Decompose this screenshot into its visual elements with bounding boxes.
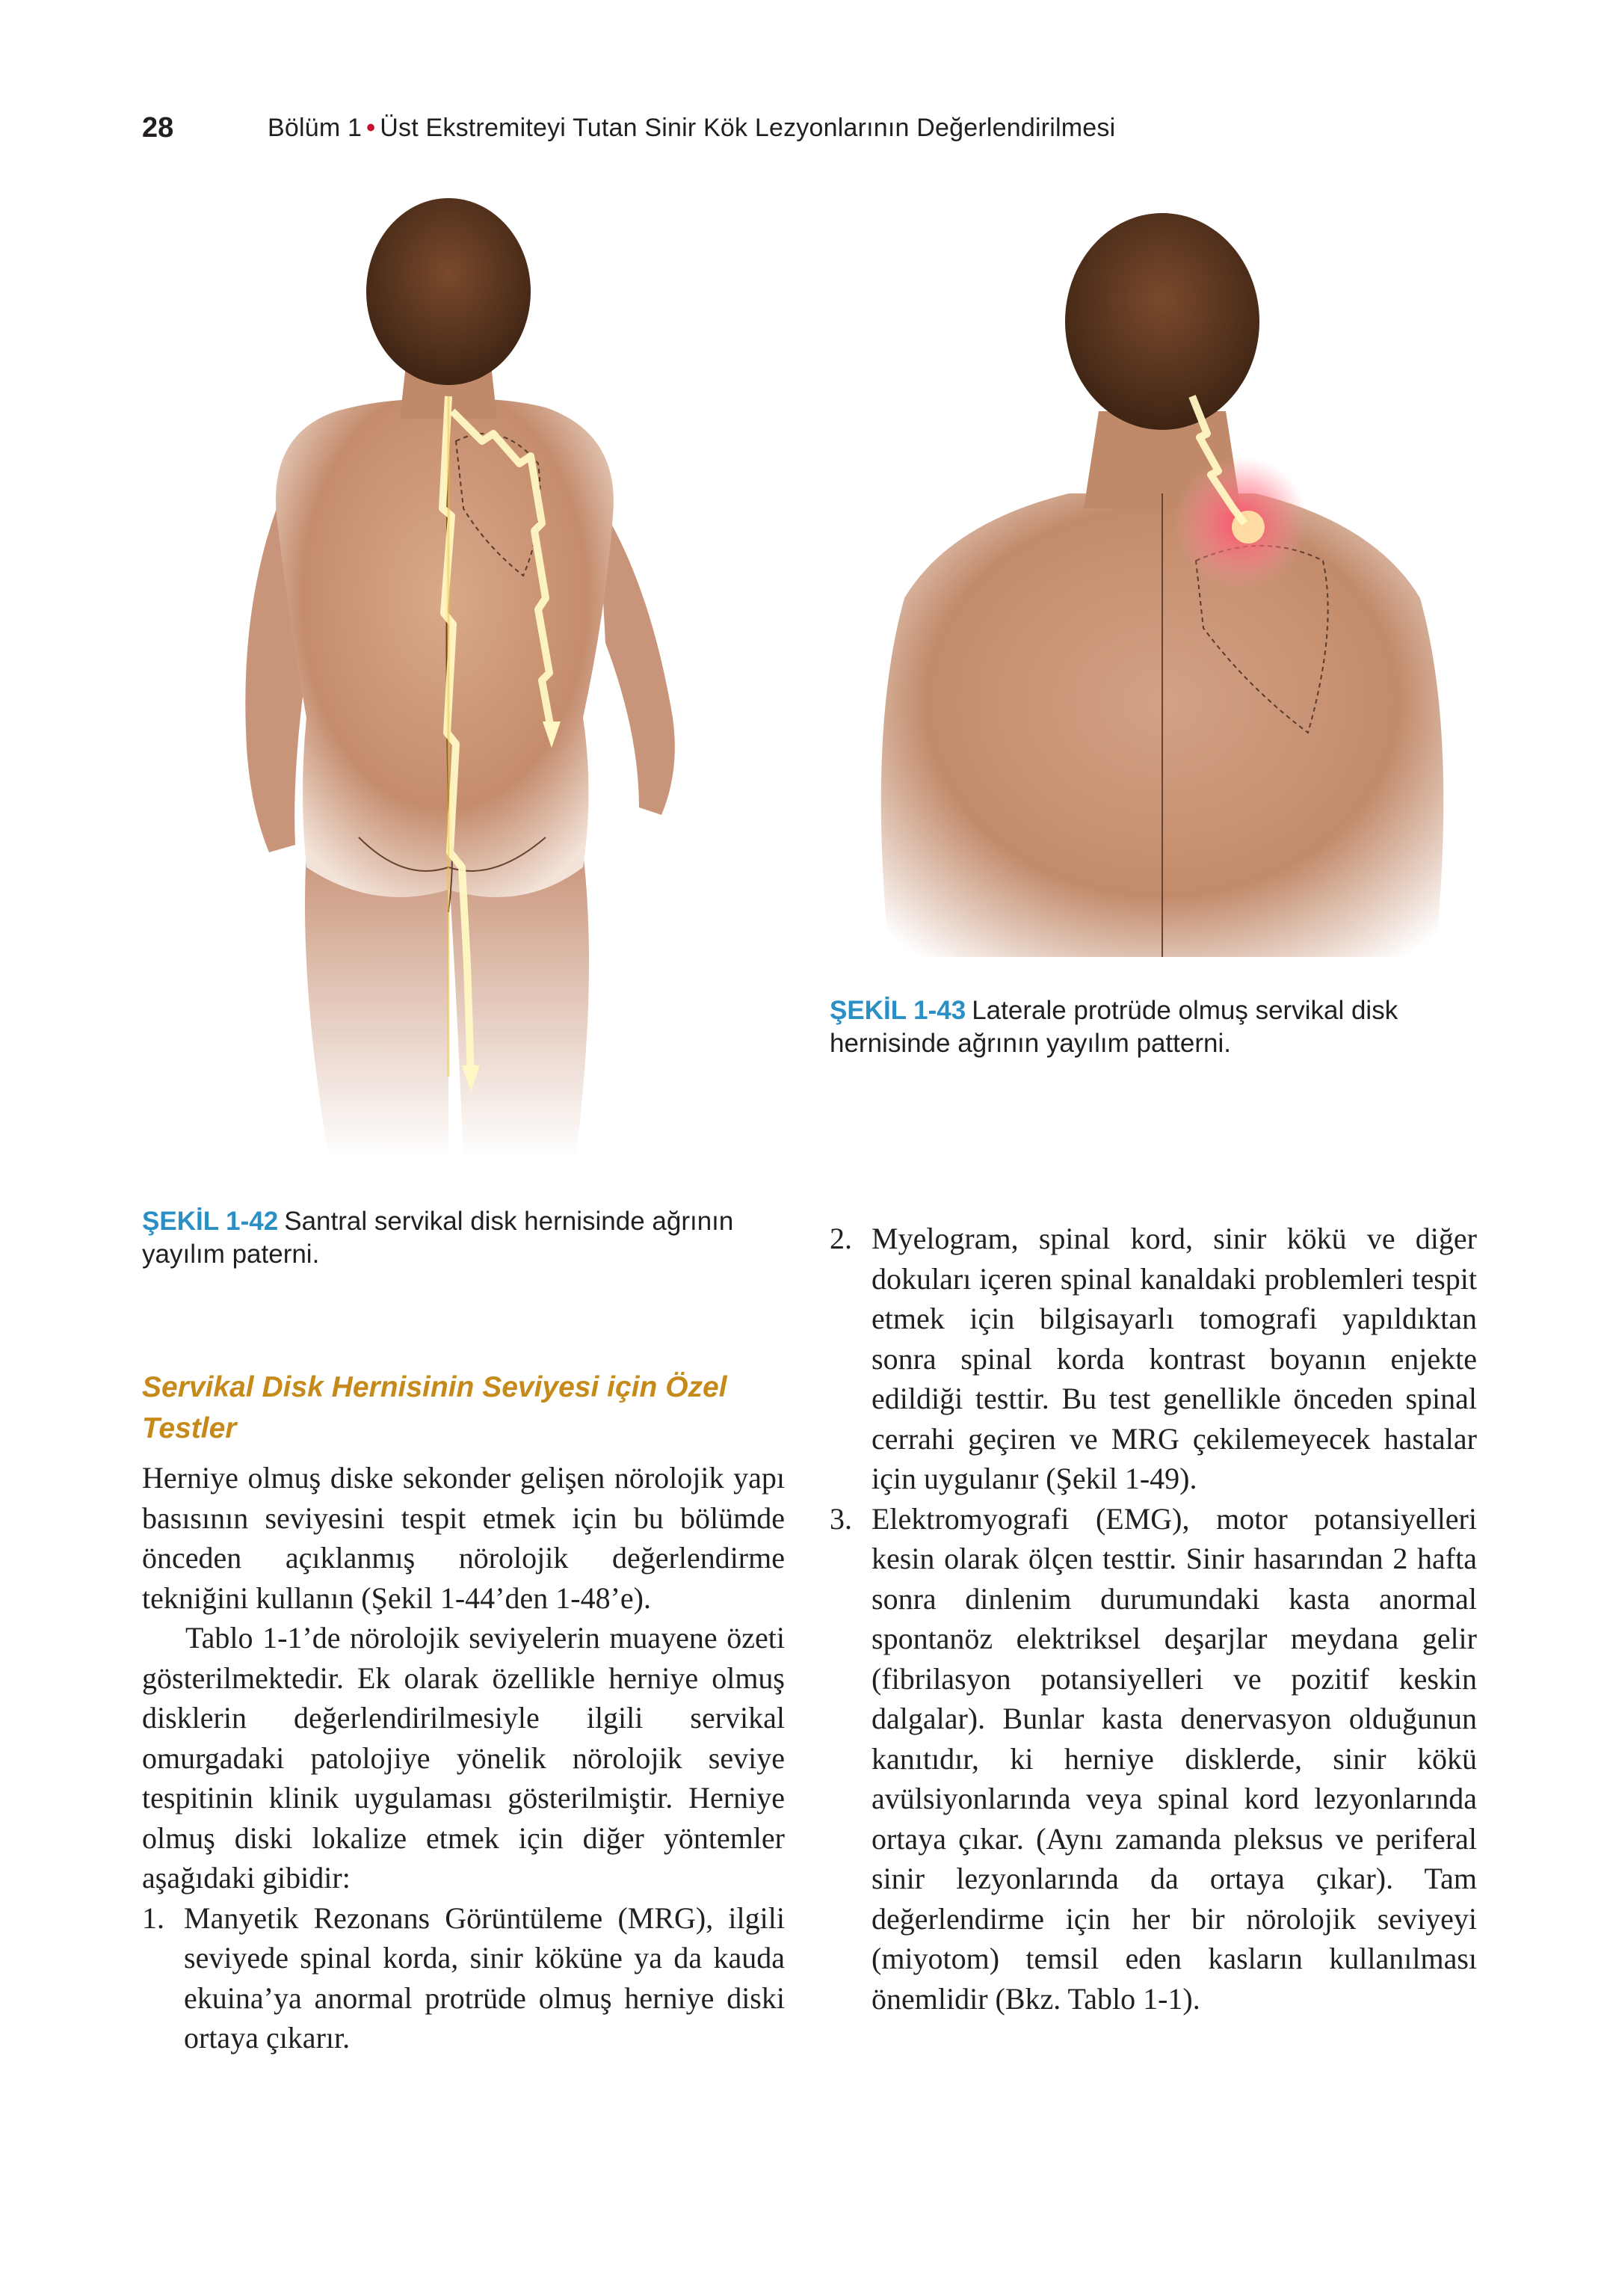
running-head (268, 114, 1115, 143)
figure-label-right: ŞEKİL 1-43 (830, 996, 966, 1025)
figure-caption-right (830, 994, 1487, 1060)
list-item (830, 1499, 1477, 2019)
body-column-right (830, 1219, 1477, 2019)
figure-label-left: ŞEKİL 1-42 (142, 1207, 279, 1236)
figure-lateral-disk-herniation (845, 209, 1480, 957)
list-item-number: 2. (830, 1222, 852, 1255)
separator-bullet: • (366, 114, 376, 142)
list-item-text: Manyetik Rezonans Görüntüleme (MRG), ilgili seviyede spinal korda, sinir köküne ya da kauda ekuina’ya anormal protrüde olmuş herniye diski ortaya çıkarır. (184, 1900, 785, 2055)
method-list-right (830, 1219, 1477, 2019)
chapter-label: Bölüm 1 (268, 114, 363, 142)
body-paragraph-2: Tablo 1-1’de nörolojik seviyelerin muayene özeti gösterilmektedir. Ek olarak özellikle herniye olmuş disklerin değerlendirilmesiyle ilgili servikal omurgadaki patolojiye yönelik nörolojik seviye tespitinin klinik uygulaması gösterilmiştir. Herniye olmuş diski lokalize etmek için diğer yöntemler aşağıdaki gibidir: (142, 1621, 785, 1895)
section-heading: Servikal Disk Hernisinin Seviyesi için Özel Testler (142, 1371, 727, 1444)
body-paragraph-1: Herniye olmuş diske sekonder gelişen nörolojik yapı basısının seviyesini tespit etmek için bu bölümde önceden açıklanmış nörolojik değerlendirme tekniğini kullanın (Şekil 1-44’den 1-48’e). (142, 1461, 785, 1615)
page-header (142, 112, 1487, 157)
list-item-text: Elektromyografi (EMG), motor potansiyelleri kesin olarak ölçen testtir. Sinir hasarından 2 hafta sonra dinlenim durumundaki kasta anormal spontanöz elektriksel deşarjlar meydana gelir (fibrilasyon potansiyelleri ve pozitif keskin dalgalar). Bunlar kasta denervasyon olduğunun kanıtıdır, ki herniye disklerde, sinir kökü avülsiyonlarında veya spinal kord lezyonlarında ortaya çıkar. (Aynı zamanda pleksus ve periferal sinir lezyonlarında da ortaya çıkar). Tam değerlendirme için her bir nörolojik seviyeyi (miyotom) temsil eden kasların kullanılması önemlidir (Bkz. Tablo 1-1). (872, 1501, 1477, 2016)
page-number: 28 (142, 112, 174, 144)
list-item-number: 1. (142, 1900, 164, 1935)
figure-central-disk-herniation (224, 194, 688, 1159)
list-item-number: 3. (830, 1501, 852, 1536)
back-illustration-full (224, 194, 688, 1159)
figure-caption-left (142, 1205, 785, 1271)
figure-caption-text-right: Laterale protrüde olmuş servikal disk hernisinde ağrının yayılım patterni. (830, 996, 1398, 1058)
figure-caption-text-left: Santral servikal disk hernisinde ağrının yayılım paterni. (142, 1207, 734, 1269)
list-item (142, 1898, 785, 2058)
list-item-text: Myelogram, spinal kord, sinir kökü ve diğer dokuları içeren spinal kanaldaki problemleri tespit etmek için bilgisayarlı tomografi yapıldıktan sonra spinal korda kontrast boyanın enjekte edildiği testtir. Bu test genellikle önceden spinal cerrahi geçiren ve MRG çekilemeyecek hastalar için uygulanır (Şekil 1-49). (872, 1222, 1477, 1495)
back-illustration-upper (845, 209, 1480, 957)
chapter-title: Üst Ekstremiteyi Tutan Sinir Kök Lezyonlarının Değerlendirilmesi (380, 114, 1116, 142)
body-column-left (142, 1458, 785, 2058)
list-item (830, 1219, 1477, 1499)
method-list-left (142, 1898, 785, 2058)
